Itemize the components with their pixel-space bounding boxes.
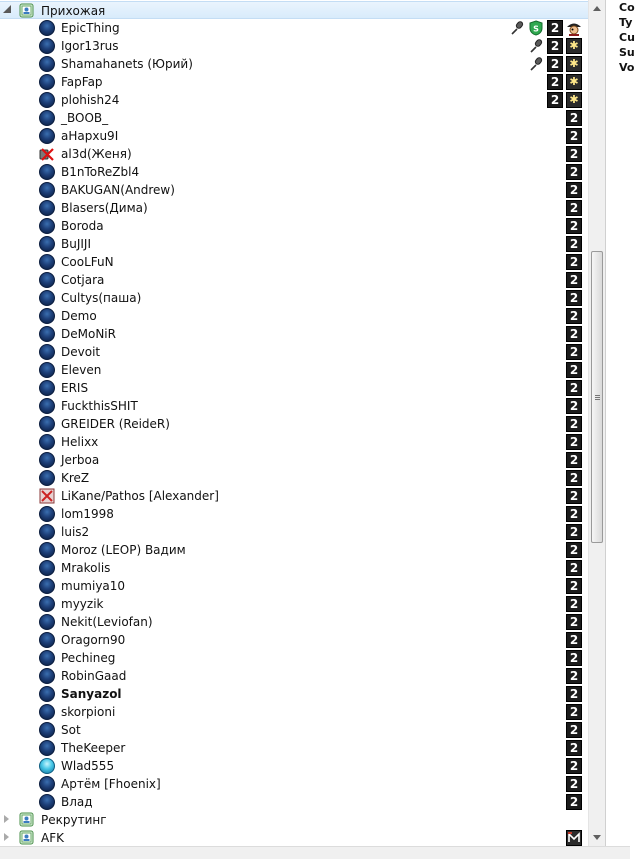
client-status-online-icon: [39, 470, 55, 486]
client-status-online-icon: [39, 596, 55, 612]
expand-arrow-icon[interactable]: [4, 815, 9, 823]
client-status-online-icon: [39, 38, 55, 54]
rank-icon: [566, 524, 582, 540]
client-name: Sanyazol: [61, 687, 122, 701]
client-name: al3d(Женя): [61, 147, 132, 161]
client-status-online-icon: [39, 254, 55, 270]
property-label: Ty: [619, 16, 633, 29]
client-row[interactable]: [0, 451, 588, 469]
rank-icon: [566, 632, 582, 648]
mic-icon: [509, 20, 525, 36]
client-name: Влад: [61, 795, 93, 809]
client-name: Demo: [61, 309, 97, 323]
channel-icon: [19, 812, 34, 827]
client-status-online-icon: [39, 326, 55, 342]
client-status-online-icon: [39, 128, 55, 144]
channel-name: Прихожая: [41, 4, 106, 18]
rank-icon: [566, 704, 582, 720]
client-name: Mrakolis: [61, 561, 111, 575]
client-status-online-icon: [39, 740, 55, 756]
property-label: Co: [619, 1, 635, 14]
client-name: Oragorn90: [61, 633, 126, 647]
client-status-muted-icon: [39, 146, 55, 162]
rank-icon: [566, 434, 582, 450]
client-status-online-icon: [39, 398, 55, 414]
client-status-busy-icon: [39, 488, 55, 504]
client-name: Eleven: [61, 363, 102, 377]
rank-icon: [566, 614, 582, 630]
client-status-online-icon: [39, 686, 55, 702]
client-name: Devoit: [61, 345, 101, 359]
rank-icon: [566, 776, 582, 792]
busy-graphic: [39, 488, 55, 504]
channel-row[interactable]: [0, 1, 588, 19]
client-row[interactable]: [0, 37, 588, 55]
vertical-scrollbar[interactable]: [588, 0, 605, 846]
client-row[interactable]: [0, 541, 588, 559]
client-row[interactable]: [0, 703, 588, 721]
client-name: B1nToReZbl4: [61, 165, 140, 179]
rank-icon: [566, 362, 582, 378]
client-status-online-icon: [39, 542, 55, 558]
client-status-online-icon: [39, 74, 55, 90]
rank-icon: [547, 92, 563, 108]
property-label: Cu: [619, 31, 635, 44]
client-name: BuJIJI: [61, 237, 91, 251]
channel-icon: [19, 3, 34, 18]
pirate-graphic: [566, 20, 582, 36]
scrollbar-grip-line: [595, 397, 600, 398]
client-row[interactable]: [0, 487, 588, 505]
client-row[interactable]: [0, 469, 588, 487]
client-name: Moroz (LEOP) Вадим: [61, 543, 186, 557]
client-row[interactable]: [0, 235, 588, 253]
client-row[interactable]: [0, 649, 588, 667]
client-name: Jerboa: [61, 453, 100, 467]
client-row[interactable]: [0, 721, 588, 739]
channel-row[interactable]: [0, 811, 588, 829]
client-status-online-icon: [39, 362, 55, 378]
scrollbar-grip-line: [595, 395, 600, 396]
rank-icon: [547, 20, 563, 36]
star-icon: ✱: [566, 92, 582, 108]
client-status-online-icon: [39, 794, 55, 810]
property-label: Su: [619, 46, 635, 59]
rank-icon: [566, 146, 582, 162]
bottom-strip: [0, 846, 630, 859]
client-name: LiKane/Pathos [Alexander]: [61, 489, 219, 503]
collapse-arrow-icon[interactable]: [3, 5, 11, 13]
client-status-online-icon: [39, 560, 55, 576]
client-status-online-icon: [39, 524, 55, 540]
client-row[interactable]: [0, 217, 588, 235]
client-row[interactable]: [0, 343, 588, 361]
client-row[interactable]: [0, 397, 588, 415]
client-row[interactable]: [0, 433, 588, 451]
client-status-online-icon: [39, 200, 55, 216]
client-row[interactable]: [0, 415, 588, 433]
channel-name: Рекрутинг: [41, 813, 107, 827]
client-status-online-icon: [39, 20, 55, 36]
rank-icon: [566, 164, 582, 180]
client-name: Pechineg: [61, 651, 116, 665]
client-name: TheKeeper: [61, 741, 126, 755]
client-row[interactable]: [0, 631, 588, 649]
client-name: BAKUGAN(Andrew): [61, 183, 175, 197]
client-name: skorpioni: [61, 705, 116, 719]
shield-graphic: [528, 20, 544, 36]
muted-graphic: [39, 146, 55, 162]
rank-icon: [547, 74, 563, 90]
client-row[interactable]: [0, 361, 588, 379]
client-row[interactable]: [0, 127, 588, 145]
rank-icon: [566, 254, 582, 270]
client-name: aHapxu9I: [61, 129, 119, 143]
channel-icon-graphic: [19, 812, 34, 827]
client-status-online-icon: [39, 344, 55, 360]
client-row[interactable]: [0, 181, 588, 199]
info-panel: [605, 0, 635, 846]
client-name: Cultys(паша): [61, 291, 142, 305]
rank-icon: [566, 650, 582, 666]
client-name: Артём [Fhoenix]: [61, 777, 161, 791]
client-status-online-icon: [39, 632, 55, 648]
rank-icon: [566, 452, 582, 468]
client-status-online-icon: [39, 578, 55, 594]
mic-graphic: [509, 20, 525, 36]
client-name: Wlad555: [61, 759, 115, 773]
client-name: luis2: [61, 525, 90, 539]
rank-icon: [566, 200, 582, 216]
client-row[interactable]: [0, 289, 588, 307]
client-row[interactable]: [0, 19, 588, 37]
client-status-online-icon: [39, 236, 55, 252]
client-name: Nekit(Leviofan): [61, 615, 153, 629]
scrollbar-grip-line: [595, 399, 600, 400]
client-name: myyzik: [61, 597, 104, 611]
client-status-online-icon: [39, 218, 55, 234]
client-name: EpicThing: [61, 21, 120, 35]
rank-icon: [566, 380, 582, 396]
rank-icon: [566, 470, 582, 486]
client-name: ERIS: [61, 381, 89, 395]
client-row[interactable]: [0, 757, 588, 775]
client-row[interactable]: [0, 685, 588, 703]
client-row[interactable]: [0, 325, 588, 343]
client-name: CooLFuN: [61, 255, 114, 269]
scroll-up-arrow-icon[interactable]: [589, 0, 605, 17]
client-status-online-icon: [39, 416, 55, 432]
pirate-icon: [566, 20, 582, 36]
client-name: Sot: [61, 723, 81, 737]
star-icon: ✱: [566, 74, 582, 90]
client-name: RobinGaad: [61, 669, 127, 683]
client-status-online-icon: [39, 164, 55, 180]
client-row[interactable]: [0, 523, 588, 541]
channel-icon-graphic: [19, 3, 34, 18]
client-status-online-icon: [39, 434, 55, 450]
star-icon: ✱: [566, 56, 582, 72]
client-row[interactable]: [0, 73, 588, 91]
client-status-online-icon: [39, 650, 55, 666]
rank-icon: [566, 596, 582, 612]
scrollbar-thumb[interactable]: [591, 251, 603, 543]
client-name: _BOOB_: [61, 111, 109, 125]
client-name: Igor13rus: [61, 39, 119, 53]
client-status-online-icon: [39, 614, 55, 630]
channel-flag-icon: [566, 830, 582, 846]
client-status-online-icon: [39, 110, 55, 126]
client-name: Shamahanets (Юрий): [61, 57, 193, 71]
client-name: FapFap: [61, 75, 103, 89]
client-row[interactable]: [0, 109, 588, 127]
client-row[interactable]: [0, 199, 588, 217]
client-row[interactable]: [0, 667, 588, 685]
client-status-online-icon: [39, 56, 55, 72]
rank-icon: [566, 236, 582, 252]
client-row[interactable]: [0, 145, 588, 163]
client-status-away-icon: [39, 758, 55, 774]
rank-icon: [566, 326, 582, 342]
client-status-online-icon: [39, 380, 55, 396]
channel-icon-graphic: [19, 830, 34, 845]
rank-icon: [566, 794, 582, 810]
rank-icon: [566, 506, 582, 522]
client-name: Cotjara: [61, 273, 105, 287]
client-name: lom1998: [61, 507, 114, 521]
shield-icon: [528, 20, 544, 36]
client-status-online-icon: [39, 308, 55, 324]
svg-text:S: S: [533, 24, 539, 34]
mic-graphic: [528, 38, 544, 54]
client-row[interactable]: [0, 253, 588, 271]
client-name: mumiya10: [61, 579, 126, 593]
expand-arrow-icon[interactable]: [4, 833, 9, 841]
client-row[interactable]: [0, 577, 588, 595]
client-status-online-icon: [39, 182, 55, 198]
mic-graphic: [528, 56, 544, 72]
channel-icon: [19, 830, 34, 845]
client-row[interactable]: [0, 595, 588, 613]
channel-row[interactable]: [0, 829, 588, 847]
scroll-down-arrow-icon[interactable]: [589, 829, 605, 846]
client-row[interactable]: [0, 271, 588, 289]
channel-name: AFK: [41, 831, 64, 845]
client-status-online-icon: [39, 272, 55, 288]
client-status-online-icon: [39, 722, 55, 738]
client-status-online-icon: [39, 668, 55, 684]
rank-icon: [566, 668, 582, 684]
client-row[interactable]: [0, 307, 588, 325]
client-status-online-icon: [39, 776, 55, 792]
channel-flag-graphic: [566, 830, 582, 846]
rank-icon: [566, 182, 582, 198]
client-name: GREIDER (ReideR): [61, 417, 170, 431]
client-row[interactable]: [0, 379, 588, 397]
client-status-online-icon: [39, 92, 55, 108]
client-status-online-icon: [39, 506, 55, 522]
rank-icon: [566, 308, 582, 324]
client-row[interactable]: [0, 55, 588, 73]
rank-icon: [547, 56, 563, 72]
mic-icon: [528, 56, 544, 72]
rank-icon: [566, 344, 582, 360]
rank-icon: [566, 686, 582, 702]
rank-icon: [566, 578, 582, 594]
rank-icon: [566, 488, 582, 504]
rank-icon: [566, 416, 582, 432]
rank-icon: [547, 38, 563, 54]
client-row[interactable]: [0, 91, 588, 109]
rank-icon: [566, 110, 582, 126]
client-row[interactable]: [0, 505, 588, 523]
client-status-online-icon: [39, 290, 55, 306]
client-row[interactable]: [0, 559, 588, 577]
client-row[interactable]: [0, 775, 588, 793]
rank-icon: [566, 128, 582, 144]
client-status-online-icon: [39, 452, 55, 468]
client-row[interactable]: [0, 163, 588, 181]
rank-icon: [566, 398, 582, 414]
rank-icon: [566, 722, 582, 738]
rank-icon: [566, 758, 582, 774]
client-row[interactable]: [0, 793, 588, 811]
client-name: DeMoNiR: [61, 327, 116, 341]
client-status-online-icon: [39, 704, 55, 720]
rank-icon: [566, 542, 582, 558]
client-name: Boroda: [61, 219, 104, 233]
client-name: plohish24: [61, 93, 120, 107]
star-icon: ✱: [566, 38, 582, 54]
client-row[interactable]: [0, 613, 588, 631]
client-name: KreZ: [61, 471, 90, 485]
rank-icon: [566, 272, 582, 288]
client-name: Blasers(Дима): [61, 201, 148, 215]
client-name: FuckthisSHIT: [61, 399, 138, 413]
rank-icon: [566, 560, 582, 576]
client-name: Helixx: [61, 435, 99, 449]
rank-icon: [566, 740, 582, 756]
mic-icon: [528, 38, 544, 54]
property-label: Vo: [619, 61, 635, 74]
rank-icon: [566, 218, 582, 234]
client-row[interactable]: [0, 739, 588, 757]
rank-icon: [566, 290, 582, 306]
